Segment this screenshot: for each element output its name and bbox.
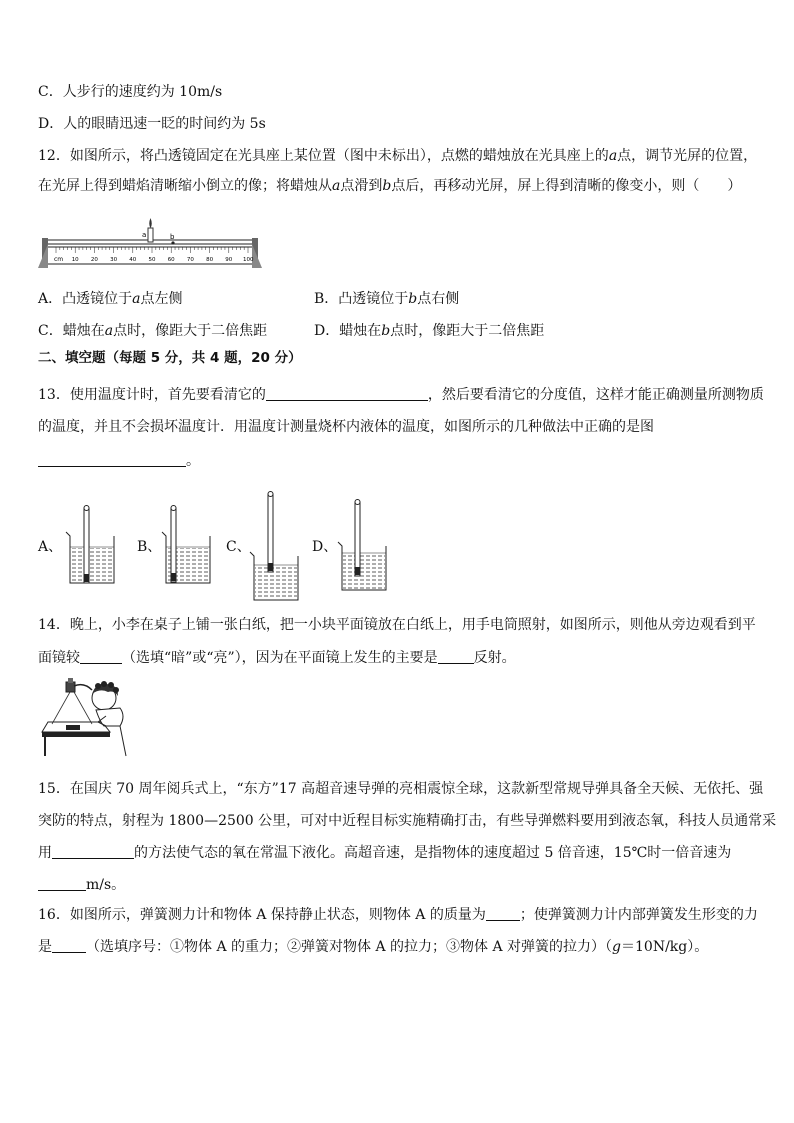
q16-line-1: [38, 905, 758, 925]
q12-option-b: [314, 289, 459, 309]
q12-text: 12．如图所示，将凸透镜固定在光具座上某位置（图中未标出），点燃的蜡烛放在光具座上的: [38, 148, 609, 164]
q16-text: 是: [38, 939, 52, 955]
q15-line-3: [38, 843, 731, 863]
q12-option-d: [314, 321, 544, 341]
ruler-tick-label: 30: [110, 257, 118, 263]
q14-text: 面镜较: [38, 650, 80, 666]
q14-line-1: 14．晚上，小李在桌子上铺一张白纸，把一小块平面镜放在白纸上，用手电筒照射，如图所示，则他从旁边观看到平: [38, 617, 756, 633]
flashlight-desk-figure: [40, 676, 130, 758]
q12-text: 点，调节光屏的位置，: [617, 148, 758, 164]
q14-text: （选填“暗”或“亮”），因为在平面镜上发生的主要是: [122, 650, 438, 666]
option-text: C．蜡烛在: [38, 323, 105, 339]
q13-text: ，然后要看清它的分度值，这样才能正确测量所测物质: [427, 387, 764, 403]
q13-line-2: 的温度，并且不会损坏温度计．用温度计测量烧杯内液体的温度，如图所示的几种做法中正确的是图: [38, 419, 654, 435]
q16-text: （选填序号：①物体 A 的重力；②弹簧对物体 A 的拉力；③物体 A 对弹簧的拉力）（: [86, 939, 613, 955]
beaker-d: [338, 500, 386, 591]
q12-line-1: [38, 146, 757, 166]
blank: [80, 649, 122, 664]
option-text: D．蜡烛在: [314, 323, 382, 339]
beaker-a: [66, 506, 114, 584]
q14-text: 反射。: [473, 650, 516, 666]
ruler-tick-label: 70: [186, 257, 194, 263]
blank: [266, 386, 428, 401]
ruler-tick-label: 40: [129, 257, 137, 263]
q13-line-1: [38, 385, 764, 405]
bench-marker-b: b: [170, 233, 175, 241]
q15-line-1: 15．在国庆 70 周年阅兵式上，“东方”17 高超音速导弹的亮相震惊全球，这款新型常规导弹具备全天候、无依托、强: [38, 781, 764, 797]
option-text: 点时，像距大于二倍焦距: [390, 323, 545, 339]
var-g: g: [612, 939, 621, 955]
q15-text: m/s。: [86, 877, 126, 893]
beaker-label-b: B、: [137, 539, 162, 555]
q13-line-3: [38, 451, 200, 471]
var-b: b: [382, 178, 392, 194]
beaker-b: [162, 506, 210, 584]
q12-text: 点滑到: [340, 178, 383, 194]
q16-text: ；使弹簧测力计内部弹簧发生形变的力: [519, 907, 758, 923]
q15-line-2: 突防的特点，射程为 1800—2500 公里，可对中近程目标实施精确打击，有些导弹燃料要用到液态氧，科技人员通常采: [38, 813, 777, 829]
beaker-label-a: A、: [38, 539, 63, 555]
q12-text: 在光屏上得到蜡焰清晰缩小倒立的像；将蜡烛从: [38, 178, 332, 194]
ruler-tick-label: 50: [148, 257, 156, 263]
blank: [438, 649, 474, 664]
option-text: B．凸透镜位于: [314, 291, 409, 307]
bench-unit: cm: [54, 256, 64, 263]
optical-bench-figure: [36, 214, 264, 274]
q15-line-4: [38, 875, 125, 895]
q14-line-2: [38, 648, 516, 668]
blank: [486, 906, 520, 921]
blank: [52, 938, 86, 953]
q13-text: 。: [186, 453, 200, 469]
blank: [38, 876, 86, 891]
var-b: b: [381, 323, 391, 339]
beaker-c: [250, 492, 298, 601]
q12-line-2: [38, 176, 741, 196]
beakers-figure: [60, 490, 400, 605]
blank: [52, 844, 134, 859]
q16-text: 16．如图所示，弹簧测力计和物体 A 保持静止状态，则物体 A 的质量为: [38, 907, 486, 923]
ruler-tick-label: 20: [90, 257, 98, 263]
ruler-tick-label: 90: [225, 257, 233, 263]
beaker-label-d: D、: [312, 539, 338, 555]
line-q11-c: C．人步行的速度约为 10m/s: [38, 84, 223, 100]
q12-text: 点后，再移动光屏，屏上得到清晰的像变小，则（ ）: [391, 178, 742, 194]
ruler-tick-label: 10: [71, 257, 79, 263]
section-heading: 二、填空题（每题 5 分，共 4 题，20 分）: [38, 350, 302, 366]
beaker-label-c: C、: [226, 539, 251, 555]
q15-text: 的方法使气态的氧在常温下液化。高超音速，是指物体的速度超过 5 倍音速，15℃时一倍音速为: [134, 845, 732, 861]
ruler-tick-label: 80: [206, 257, 214, 263]
option-text: 点右侧: [417, 291, 460, 307]
option-text: 点左侧: [140, 291, 183, 307]
option-text: A．凸透镜位于: [38, 291, 133, 307]
var-a: a: [332, 178, 341, 194]
blank: [38, 452, 186, 467]
var-a: a: [104, 323, 114, 339]
var-b: b: [408, 291, 418, 307]
var-a: a: [132, 291, 141, 307]
line-q11-d: D．人的眼睛迅速一眨的时间约为 5s: [38, 116, 266, 132]
q12-option-c: [38, 321, 267, 341]
bench-marker-a: a: [142, 231, 147, 239]
q13-text: 13．使用温度计时，首先要看清它的: [38, 387, 266, 403]
q16-text: ＝10N/kg）。: [621, 939, 709, 955]
q16-line-2: [38, 937, 708, 957]
ruler-tick-label: 100: [243, 257, 254, 263]
option-text: 点时，像距大于二倍焦距: [113, 323, 268, 339]
ruler-tick-label: 60: [167, 257, 175, 263]
var-a: a: [608, 148, 618, 164]
q15-text: 用: [38, 845, 52, 861]
q12-option-a: [38, 289, 182, 309]
